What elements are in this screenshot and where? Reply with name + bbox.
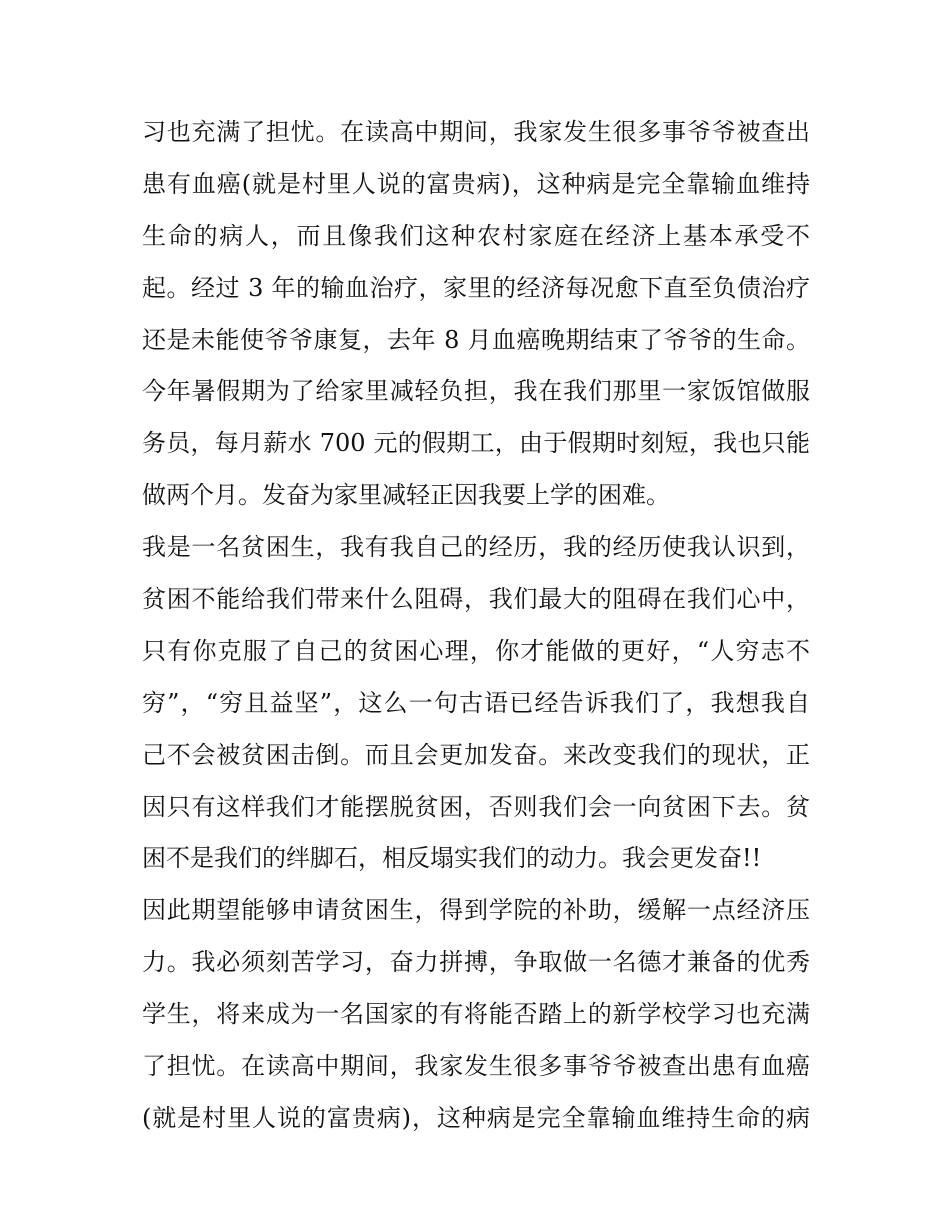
text-line: 因只有这样我们才能摆脱贫困，否则我们会一向贫困下去。贫 xyxy=(142,792,810,821)
document-body xyxy=(142,110,810,1148)
text-line: (就是村里人说的富贵病)，这种病是完全靠输血维持生命的病 xyxy=(142,1103,810,1132)
text-line: 己不会被贫困击倒。而且会更加发奋。来改变我们的现状，正 xyxy=(142,740,810,769)
text-line: 患有血癌(就是村里人说的富贵病)，这种病是完全靠输血维持 xyxy=(142,169,810,198)
text-line: 习也充满了担忧。在读高中期间，我家发生很多事爷爷被查出 xyxy=(142,118,810,146)
text-line: 贫困不能给我们带来什么阻碍，我们最大的阻碍在我们心中， xyxy=(142,585,810,614)
text-line: 起。经过 3 年的输血治疗，家里的经济每况愈下直至负债治疗 xyxy=(142,273,810,302)
text-line: 学生，将来成为一名国家的有将能否踏上的新学校学习也充满 xyxy=(142,1000,810,1029)
text-line: 困不是我们的绊脚石，相反塌实我们的动力。我会更发奋!! xyxy=(142,844,762,873)
text-line: 今年暑假期为了给家里减轻负担，我在我们那里一家饭馆做服 xyxy=(142,377,810,406)
text-line: 务员，每月薪水 700 元的假期工，由于假期时刻短，我也只能 xyxy=(142,429,810,458)
text-line: 只有你克服了自己的贫困心理，你才能做的更好，“人穷志不 xyxy=(142,636,810,665)
text-line: 因此期望能够申请贫困生，得到学院的补助，缓解一点经济压 xyxy=(142,896,810,925)
text-line: 还是未能使爷爷康复，去年 8 月血癌晚期结束了爷爷的生命。 xyxy=(142,325,810,354)
text-line: 我是一名贫困生，我有我自己的经历，我的经历使我认识到， xyxy=(142,533,810,562)
text-line: 力。我必须刻苦学习，奋力拼搏，争取做一名德才兼备的优秀 xyxy=(142,948,810,977)
text-line: 了担忧。在读高中期间，我家发生很多事爷爷被查出患有血癌 xyxy=(142,1052,810,1081)
text-line: 穷”，“穷且益坚”，这么一句古语已经告诉我们了，我想我自 xyxy=(142,688,810,717)
text-line: 做两个月。发奋为家里减轻正因我要上学的困难。 xyxy=(142,481,670,510)
text-line: 生命的病人，而且像我们这种农村家庭在经济上基本承受不 xyxy=(142,221,810,250)
